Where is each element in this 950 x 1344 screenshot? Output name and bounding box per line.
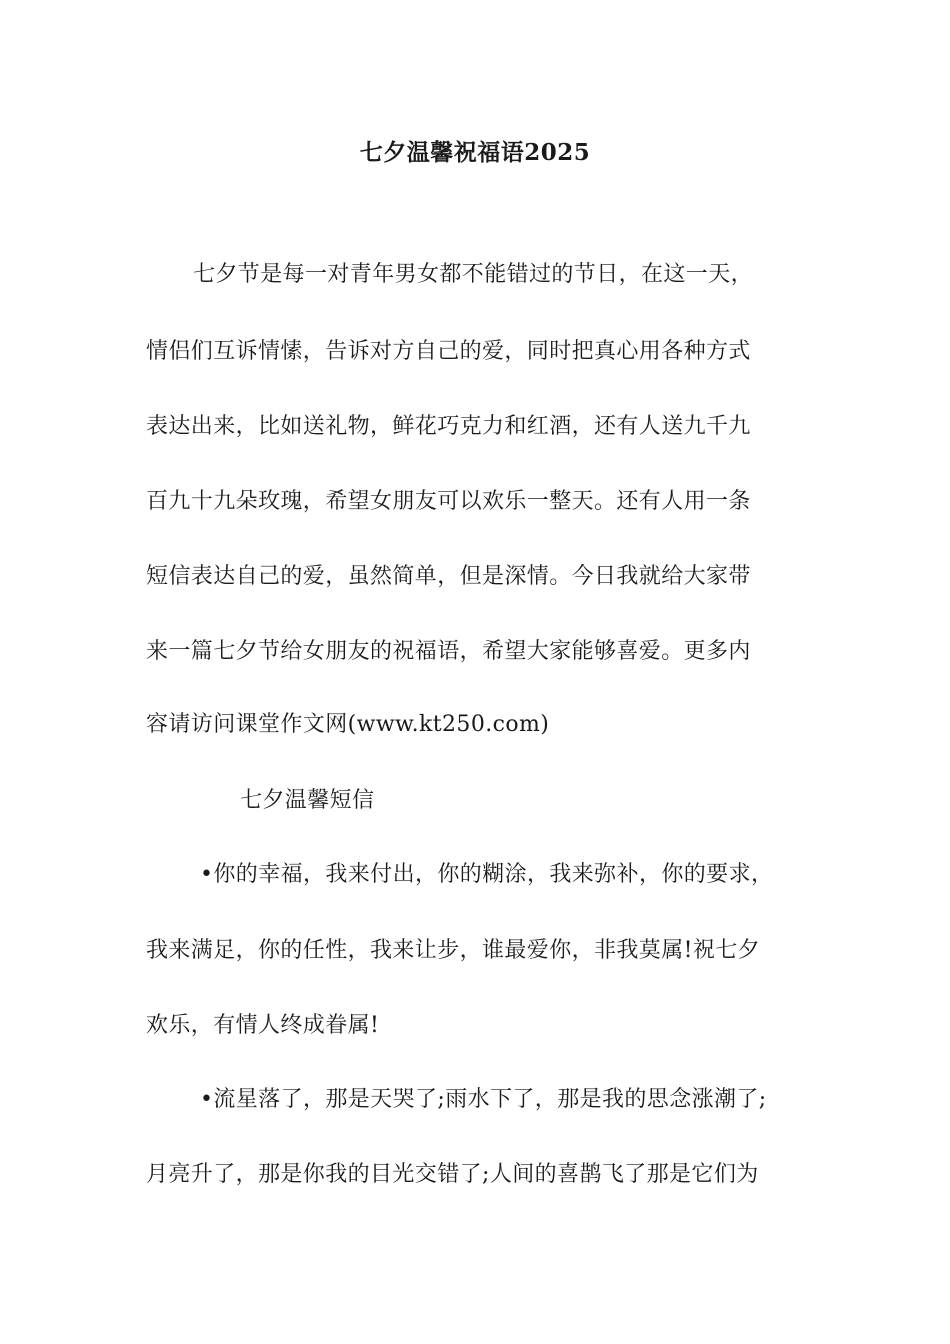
- intro-line-5: 短信表达自己的爱，虽然简单，但是深情。今日我就给大家带: [146, 564, 751, 589]
- intro-line-4: 百九十九朵玫瑰，希望女朋友可以欢乐一整天。还有人用一条: [146, 489, 751, 514]
- item1-line-1: •你的幸福，我来付出，你的糊涂，我来弥补，你的要求，: [200, 862, 774, 887]
- document-title: 七夕温馨祝福语2025: [359, 139, 591, 166]
- item1-line-3: 欢乐，有情人终成眷属!: [146, 1013, 380, 1038]
- item2-line-2: 月亮升了，那是你我的目光交错了;人间的喜鹊飞了那是它们为: [146, 1162, 759, 1187]
- intro-line-2: 情侣们互诉情愫，告诉对方自己的爱，同时把真心用各种方式: [146, 339, 751, 364]
- intro-line-1: 七夕节是每一对青年男女都不能错过的节日，在这一天，: [193, 262, 754, 287]
- intro-line-6: 来一篇七夕节给女朋友的祝福语，希望大家能够喜爱。更多内: [146, 639, 751, 664]
- item1-line-2: 我来满足，你的任性，我来让步，谁最爱你，非我莫属!祝七夕: [146, 938, 761, 963]
- intro-line-7: 容请访问课堂作文网(www.kt250.com): [146, 712, 550, 737]
- item2-line-1: •流星落了，那是天哭了;雨水下了，那是我的思念涨潮了;: [200, 1087, 767, 1112]
- section-heading: 七夕温馨短信: [240, 788, 375, 813]
- intro-line-3: 表达出来，比如送礼物，鲜花巧克力和红酒，还有人送九千九: [146, 414, 751, 439]
